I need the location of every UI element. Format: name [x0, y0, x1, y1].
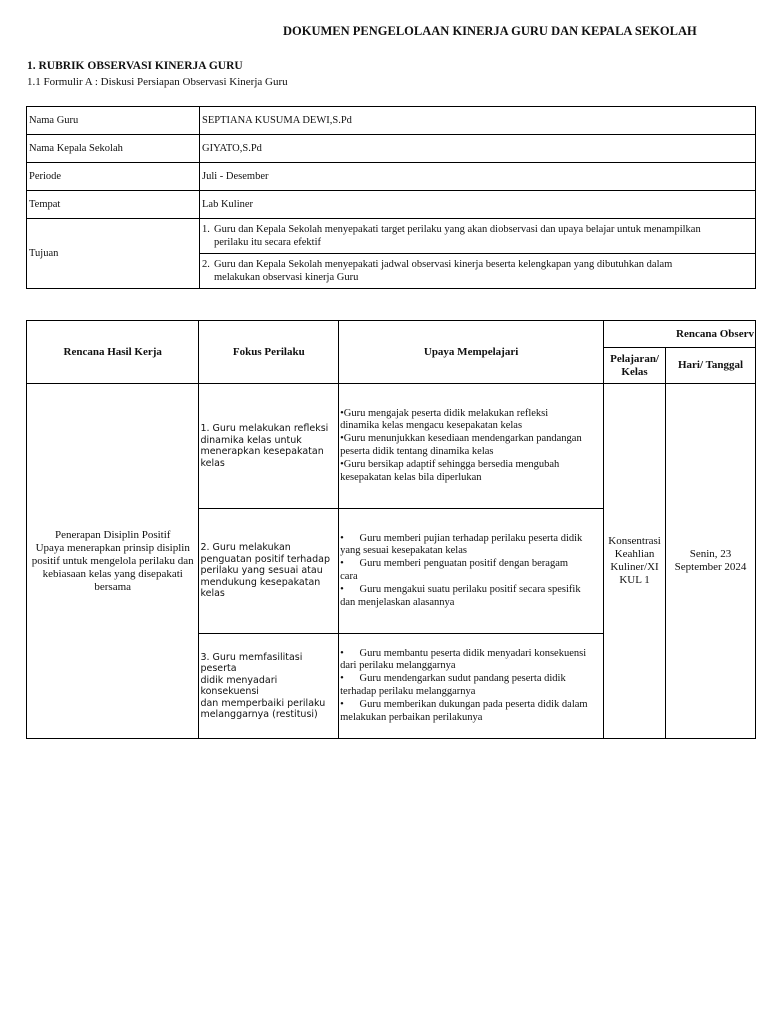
section-heading: 1. RUBRIK OBSERVASI KINERJA GURU — [27, 60, 243, 72]
rhk-line: positif untuk mengelola perilaku dan — [31, 554, 194, 567]
header-pelajaran-kelas-line: Kelas — [621, 365, 648, 378]
rhk-line: Penerapan Disiplin Positif — [54, 528, 171, 541]
tujuan-item-number: 1. — [202, 224, 210, 235]
fokus-line: dan memperbaiki perilaku — [200, 697, 326, 709]
upaya-mempelajari-cell — [339, 634, 604, 739]
info-row-tempat — [27, 191, 756, 219]
upaya-line: melakukan perbaikan perilakunya — [340, 711, 483, 723]
fokus-perilaku-cell — [199, 384, 339, 509]
plan-table — [26, 320, 756, 739]
hari-line: Senin, 23 — [689, 548, 732, 560]
tujuan-item-line: perilaku itu secara efektif — [214, 237, 321, 248]
upaya-line: peserta didik tentang dinamika kelas — [340, 446, 494, 457]
tujuan-item-line: Guru dan Kepala Sekolah menyepakati jadwal observasi kinerja beserta kelengkapan yang dibutuhkan dalam — [214, 259, 673, 270]
upaya-line: terhadap perilaku melanggarnya — [340, 686, 476, 697]
upaya-line: •Guru mengajak peserta didik melakukan refleksi — [340, 407, 549, 419]
upaya-line: •Guru bersikap adaptif sehingga bersedia mengubah — [340, 458, 560, 470]
upaya-line: •Guru menunjukkan kesediaan mendengarkan pandangan — [340, 433, 582, 445]
tujuan-item — [200, 219, 756, 254]
fokus-line: didik menyadari konsekuensi — [200, 674, 278, 697]
fokus-line: melanggarnya (restitusi) — [200, 709, 318, 720]
tujuan-item-line: Guru dan Kepala Sekolah menyepakati target perilaku yang akan diobservasi dan upaya belajar untuk menampilkan — [214, 224, 701, 235]
fokus-line: menerapkan kesepakatan — [200, 446, 324, 457]
info-row-tujuan-1 — [27, 219, 756, 254]
fokus-line: perilaku yang sesuai atau — [200, 565, 323, 577]
kelas-line: Keahlian — [614, 548, 655, 560]
upaya-line: kesepakatan kelas bila diperlukan — [340, 471, 482, 483]
upaya-line: dan menjelaskan alasannya — [340, 596, 455, 608]
fokus-line: dinamika kelas untuk — [200, 434, 302, 446]
info-row-periode — [27, 163, 756, 191]
kelas-line: Kuliner/XI — [610, 561, 659, 573]
tempat-label: Tempat — [27, 191, 200, 219]
fokus-perilaku-cell — [199, 509, 339, 634]
upaya-line: • Guru memberi pujian terhadap perilaku peserta didik — [340, 532, 583, 544]
fokus-line: 3. Guru memfasilitasi peserta — [200, 651, 303, 674]
kelas-line: Konsentrasi — [608, 535, 661, 547]
rencana-hasil-kerja-cell — [27, 384, 199, 739]
upaya-line: yang sesuai kesepakatan kelas — [340, 545, 467, 557]
kepala-sekolah-label: Nama Kepala Sekolah — [27, 135, 200, 163]
info-table — [26, 106, 756, 289]
kepala-sekolah-value: GIYATO,S.Pd — [200, 135, 756, 163]
nama-guru-label: Nama Guru — [27, 107, 200, 135]
rhk-line: Upaya menerapkan prinsip disiplin — [35, 541, 190, 554]
nama-guru-value: SEPTIANA KUSUMA DEWI,S.Pd — [200, 107, 756, 135]
header-fokus-perilaku: Fokus Perilaku — [199, 321, 339, 384]
header-pelajaran-kelas-line: Pelajaran/ — [610, 352, 659, 365]
tujuan-item — [200, 254, 756, 289]
info-row-nama-guru — [27, 107, 756, 135]
pelajaran-kelas-cell — [604, 384, 666, 739]
plan-row-1 — [27, 384, 756, 509]
info-row-kepala-sekolah — [27, 135, 756, 163]
hari-line: September 2024 — [674, 561, 747, 573]
kelas-line: KUL 1 — [619, 574, 650, 586]
page-title: DOKUMEN PENGELOLAAN KINERJA GURU DAN KEPALA SEKOLAH — [283, 24, 697, 38]
upaya-line: • Guru mengakui suatu perilaku positif secara spesifik — [340, 583, 581, 595]
rhk-line: bersama — [94, 580, 132, 593]
fokus-line: 1. Guru melakukan refleksi — [200, 423, 329, 434]
tujuan-item-number: 2. — [202, 259, 210, 270]
section-subheading: 1.1 Formulir A : Diskusi Persiapan Observasi Kinerja Guru — [27, 76, 288, 88]
upaya-mempelajari-cell — [339, 384, 604, 509]
tujuan-label: Tujuan — [27, 219, 200, 289]
tujuan-item-line: melakukan observasi kinerja Guru — [214, 272, 359, 283]
fokus-line: kelas — [200, 588, 225, 600]
upaya-line: cara — [340, 571, 358, 582]
upaya-line: • Guru memberi penguatan positif dengan beragam — [340, 558, 569, 570]
fokus-perilaku-cell — [199, 634, 339, 739]
plan-header-row — [27, 321, 756, 348]
upaya-mempelajari-cell — [339, 509, 604, 634]
upaya-line: • Guru mendengarkan sudut pandang peserta didik — [340, 673, 566, 685]
header-pelajaran-kelas — [604, 348, 666, 384]
fokus-line: mendukung kesepakatan — [200, 576, 321, 588]
upaya-line: dinamika kelas mengacu kesepakatan kelas — [340, 420, 523, 432]
periode-label: Periode — [27, 163, 200, 191]
fokus-line: 2. Guru melakukan — [200, 542, 291, 554]
rhk-line: kebiasaan kelas yang disepakati — [42, 567, 183, 580]
upaya-line: • Guru memberikan dukungan pada peserta didik dalam — [340, 698, 588, 710]
fokus-line: penguatan positif terhadap — [200, 553, 331, 565]
header-rencana-observasi: Rencana Observ — [604, 321, 756, 348]
header-hari-tanggal: Hari/ Tanggal — [666, 348, 756, 384]
header-upaya-mempelajari: Upaya Mempelajari — [339, 321, 604, 384]
fokus-line: kelas — [200, 457, 225, 469]
header-rencana-hasil-kerja: Rencana Hasil Kerja — [27, 321, 199, 384]
hari-tanggal-cell — [666, 384, 756, 739]
tempat-value: Lab Kuliner — [200, 191, 756, 219]
periode-value: Juli - Desember — [200, 163, 756, 191]
upaya-line: dari perilaku melanggarnya — [340, 660, 456, 672]
upaya-line: • Guru membantu peserta didik menyadari konsekuensi — [340, 647, 587, 659]
